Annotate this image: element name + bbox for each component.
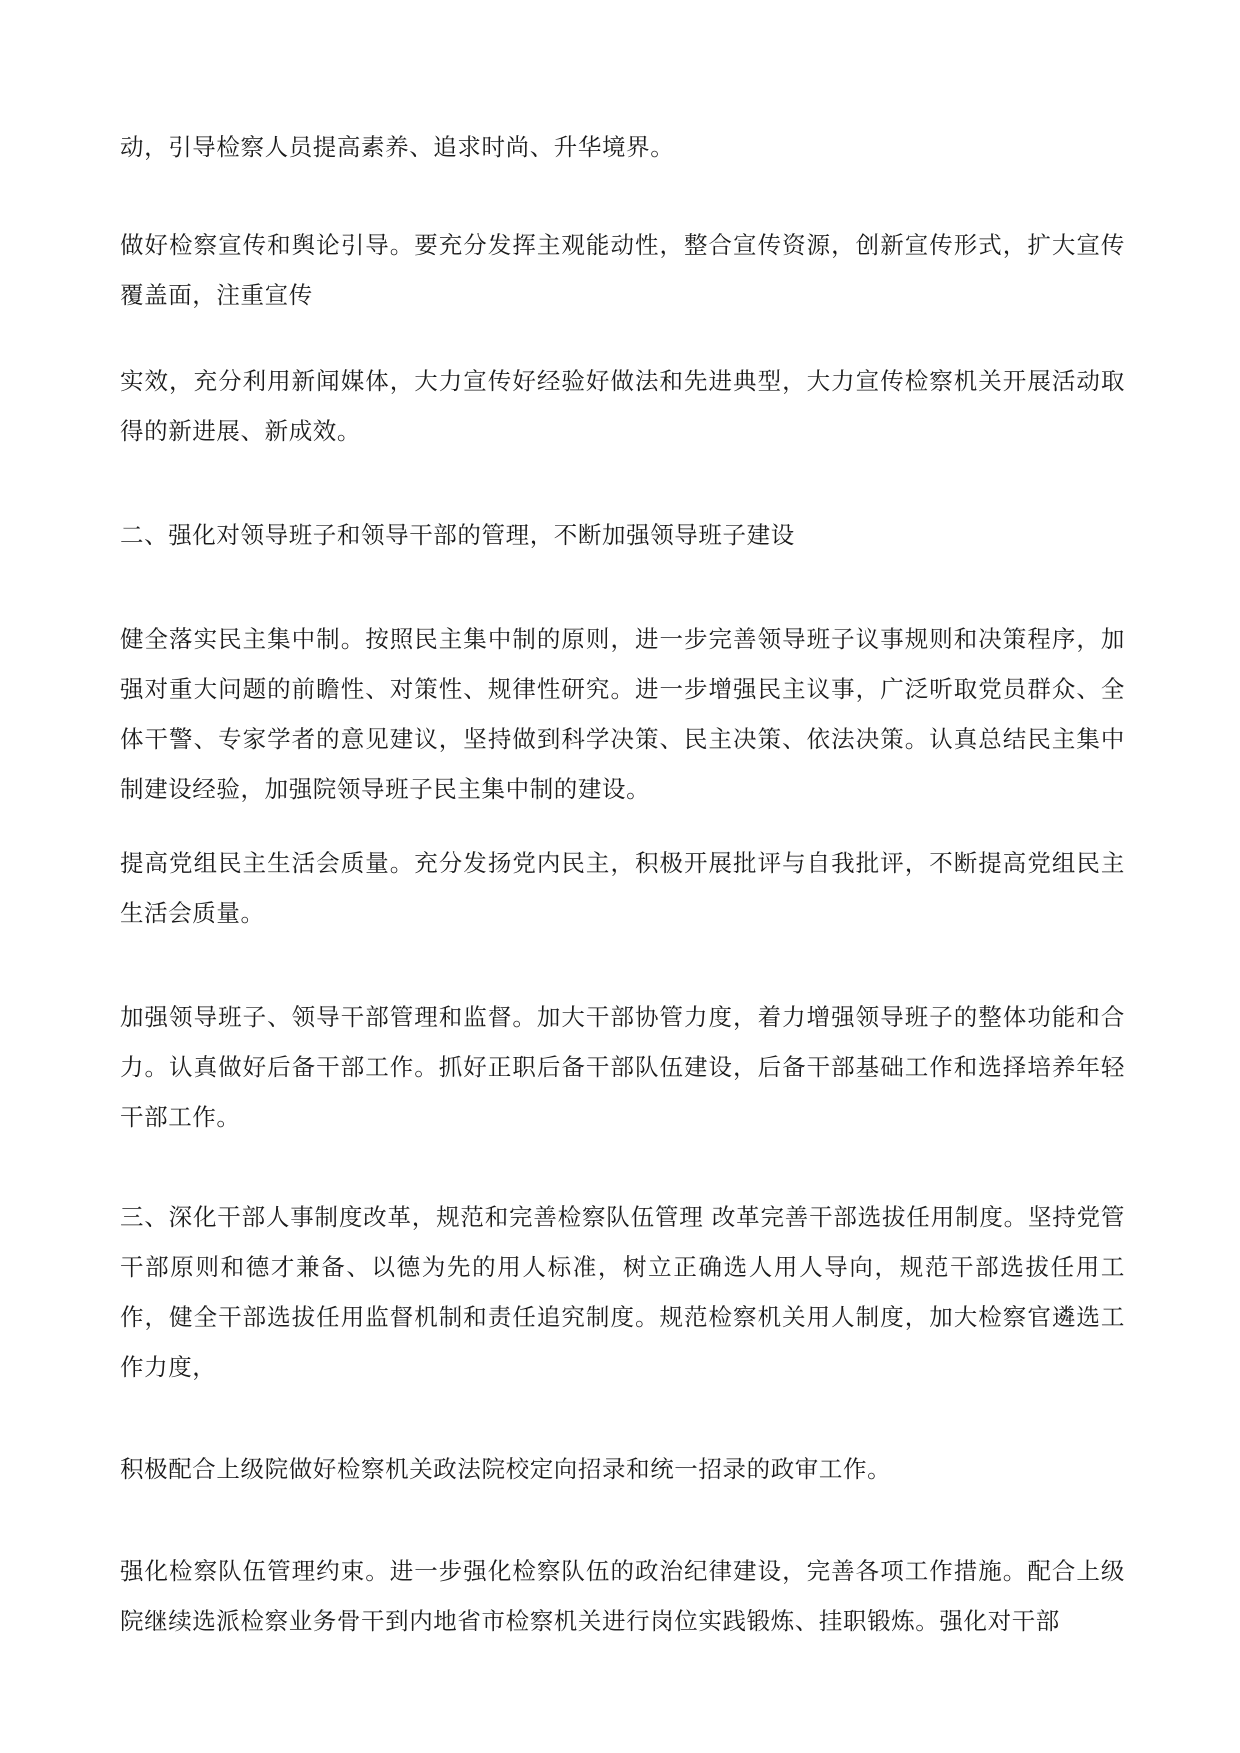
paragraph-party-meeting: 提高党组民主生活会质量。充分发扬党内民主，积极开展批评与自我批评，不断提高党组民主生活会质量。 (120, 849, 1125, 927)
paragraph-democratic-centralism: 健全落实民主集中制。按照民主集中制的原则，进一步完善领导班子议事规则和决策程序，加强对重大问题的前瞻性、对策性、规律性研究。进一步增强民主议事，广泛听取党员群众、全体干警、专家学者的意见建议，坚持做到科学决策、民主决策、依法决策。认真总结民主集中制建设经验，加强院领导班子民主集中制的建设。 (120, 625, 1125, 803)
paragraph-recruitment: 积极配合上级院做好检察机关政法院校定向招录和统一招录的政审工作。 (120, 1455, 892, 1483)
paragraph-team-management: 强化检察队伍管理约束。进一步强化检察队伍的政治纪律建设，完善各项工作措施。配合上级院继续选派检察业务骨干到内地省市检察机关进行岗位实践锻炼、挂职锻炼。强化对干部 (120, 1557, 1125, 1635)
paragraph-leadership-supervision: 加强领导班子、领导干部管理和监督。加大干部协管力度，着力增强领导班子的整体功能和合力。认真做好后备干部工作。抓好正职后备干部队伍建设，后备干部基础工作和选择培养年轻干部工作。 (120, 1003, 1125, 1131)
paragraph-publicity: 做好检察宣传和舆论引导。要充分发挥主观能动性，整合宣传资源，创新宣传形式，扩大宣传覆盖面，注重宣传 (120, 231, 1125, 309)
section-heading-personnel-reform: 三、深化干部人事制度改革，规范和完善检察队伍管理 改革完善干部选拔任用制度。坚持党管干部原则和德才兼备、以德为先的用人标准，树立正确选人用人导向，规范干部选拔任用工作，健全干部选拔任用监督机制和责任追究制度。规范检察机关用人制度，加大检察官遴选工作力度， (120, 1203, 1125, 1381)
paragraph-publicity-effect: 实效，充分利用新闻媒体，大力宣传好经验好做法和先进典型，大力宣传检察机关开展活动取得的新进展、新成效。 (120, 367, 1125, 445)
section-heading-leadership: 二、强化对领导班子和领导干部的管理，不断加强领导班子建设 (120, 521, 795, 549)
paragraph-continuation: 动，引导检察人员提高素养、追求时尚、升华境界。 (120, 133, 675, 161)
